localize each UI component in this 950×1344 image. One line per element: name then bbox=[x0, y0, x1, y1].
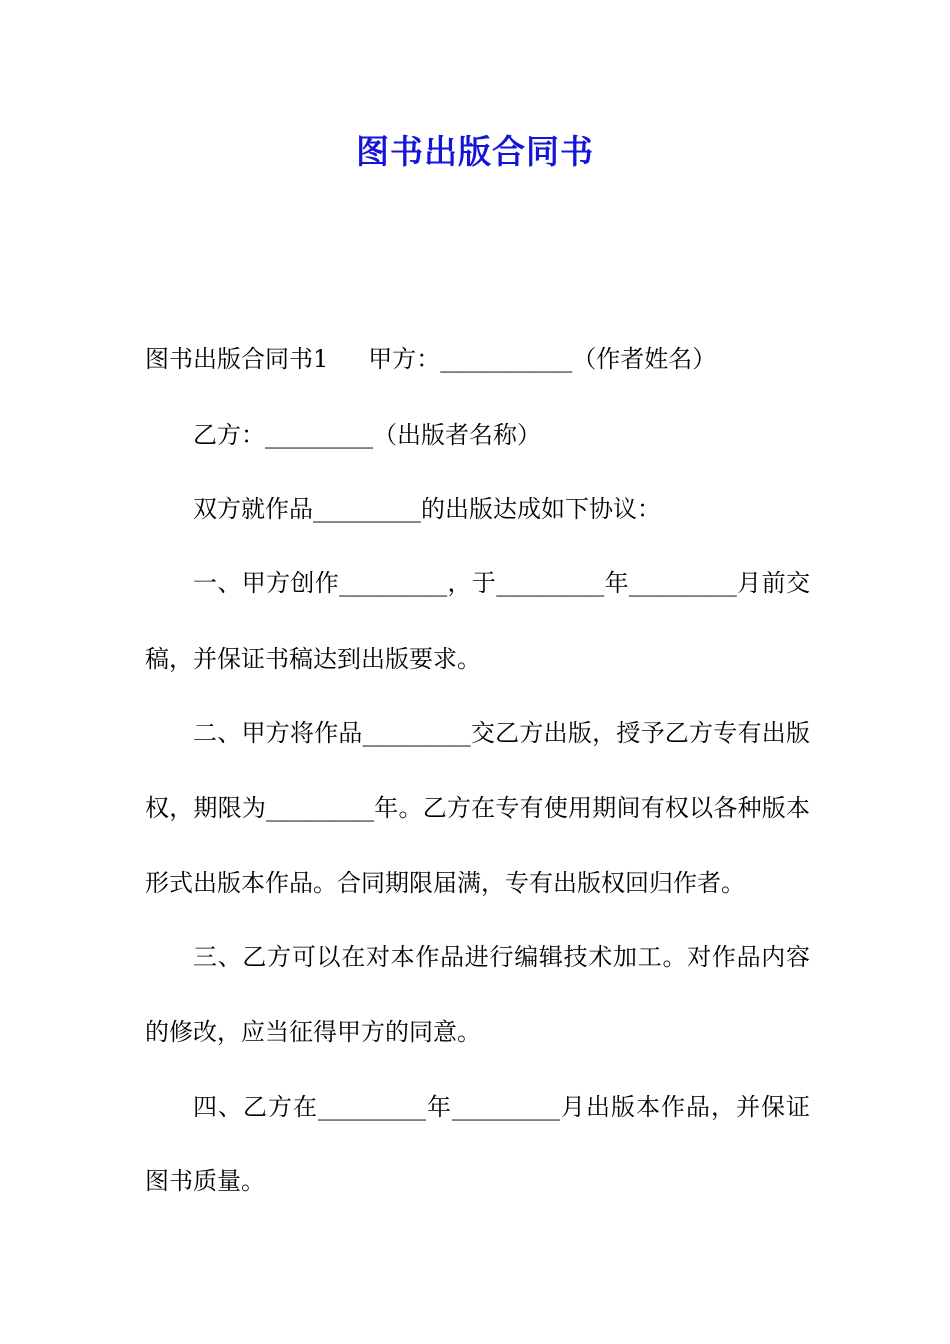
intro-line bbox=[145, 342, 810, 376]
contract-heading: 图书出版合同书1 bbox=[145, 345, 329, 373]
clause-2-line-2: 权，期限为_________年。乙方在专有使用期间有权以各种版本 bbox=[145, 794, 810, 822]
clause-4-line-2: 图书质量。 bbox=[145, 1167, 265, 1195]
clause-1-line-1: 一、甲方创作_________，于_________年_________月前交 bbox=[193, 569, 810, 597]
clause-2-line-1: 二、甲方将作品_________交乙方出版，授予乙方专有出版 bbox=[193, 719, 810, 747]
clause-1-line-2: 稿，并保证书稿达到出版要求。 bbox=[145, 645, 481, 673]
agreement-intro: 双方就作品_________的出版达成如下协议： bbox=[193, 495, 661, 523]
clause-4-line-1: 四、乙方在_________年_________月出版本作品，并保证 bbox=[193, 1093, 810, 1121]
clause-3-line-2: 的修改，应当征得甲方的同意。 bbox=[145, 1018, 481, 1046]
clause-2-line-3: 形式出版本作品。合同期限届满，专有出版权回归作者。 bbox=[145, 869, 745, 897]
party-a-line: 甲方：___________（作者姓名） bbox=[368, 345, 717, 373]
clause-3-line-1: 三、乙方可以在对本作品进行编辑技术加工。对作品内容 bbox=[193, 943, 810, 971]
party-b-line: 乙方：_________（出版者名称） bbox=[193, 421, 541, 449]
document-title: 图书出版合同书 bbox=[356, 132, 594, 171]
